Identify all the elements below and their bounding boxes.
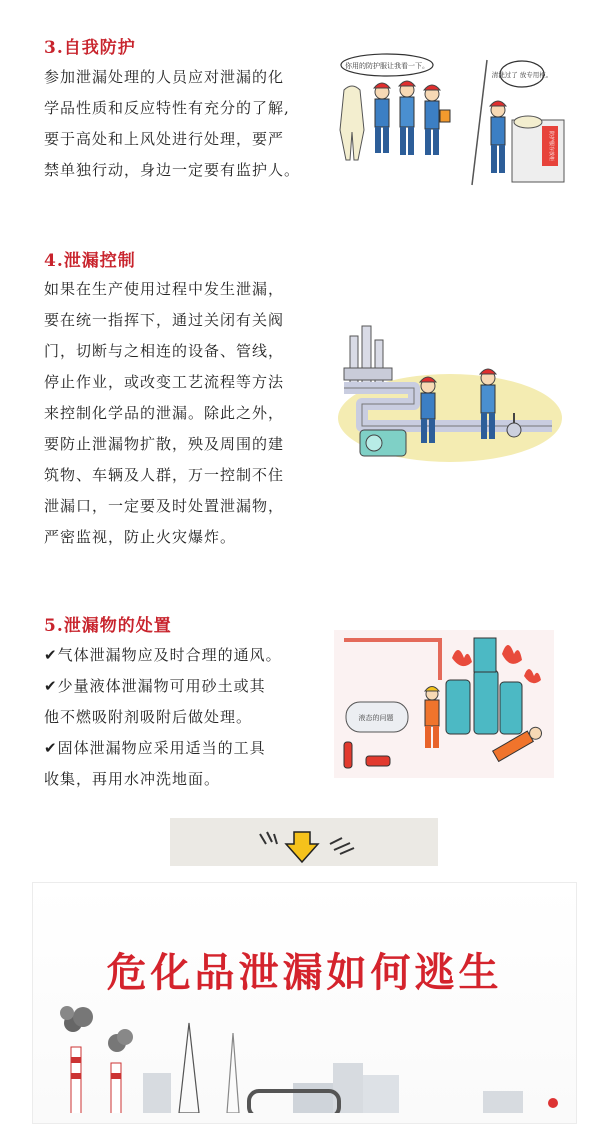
text-line: 严密监视，防止火灾爆炸。 xyxy=(44,528,237,546)
text-line: 他不燃吸附剂吸附后做处理。 xyxy=(44,708,253,726)
section-5-title: 5.泄漏物的处置 xyxy=(44,616,172,636)
text-line: 要在统一指挥下，通过关闭有关阀 xyxy=(44,311,285,329)
text-line: 禁单独行动，身边一定要有监护人。 xyxy=(44,161,301,179)
section-4-body xyxy=(44,274,284,553)
section-3-body xyxy=(44,62,300,186)
illustration-self-protection xyxy=(332,50,572,190)
text-line: 来控制化学品的泄漏。除此之外， xyxy=(44,404,285,422)
bubble-right-text: 清洗过了 放专用柜。 xyxy=(491,71,553,79)
illustration-leak-disposal xyxy=(334,630,554,778)
arrow-down-icon xyxy=(170,818,438,866)
checklist-item-solid: ✔固体泄漏物应采用适当的工具 xyxy=(44,739,266,757)
text-line: 停止作业，或改变工艺流程等方法 xyxy=(44,373,285,391)
city-skyline-illustration xyxy=(33,1003,576,1113)
text-line: 要于高处和上风处进行处理，要严 xyxy=(44,130,285,148)
section-4-title: 4.泄漏控制 xyxy=(44,251,136,271)
section-3-title: 3.自我防护 xyxy=(44,38,136,58)
tank-label: 液态的问题 xyxy=(358,714,394,722)
section-5-body xyxy=(44,640,282,795)
text-line: 筑物、车辆及人群，万一控制不住 xyxy=(44,466,285,484)
illustration-leak-control xyxy=(330,318,562,468)
text-line: 学品性质和反应特性有充分的了解, xyxy=(44,99,290,117)
text-line: 参加泄漏处理的人员应对泄漏的化 xyxy=(44,68,285,86)
text-line: 要防止泄漏物扩散，殃及周围的建 xyxy=(44,435,285,453)
escape-card xyxy=(32,882,577,1124)
checklist-item-gas: ✔气体泄漏物应及时合理的通风。 xyxy=(44,646,282,664)
scroll-down-banner xyxy=(170,818,438,866)
bubble-left-text: 你用的防护服让我看一下。 xyxy=(345,62,429,70)
cabinet-label: 防护服存放柜 xyxy=(548,130,554,162)
text-line: 门，切断与之相连的设备、管线， xyxy=(44,342,285,360)
text-line: 收集，再用水冲洗地面。 xyxy=(44,770,221,788)
text-line: 泄漏口，一定要及时处置泄漏物， xyxy=(44,497,285,515)
checklist-item-liquid: ✔少量液体泄漏物可用砂土或其 xyxy=(44,677,266,695)
text-line: 如果在生产使用过程中发生泄漏， xyxy=(44,280,285,298)
card-title: 危化品泄漏如何逃生 xyxy=(106,949,503,996)
